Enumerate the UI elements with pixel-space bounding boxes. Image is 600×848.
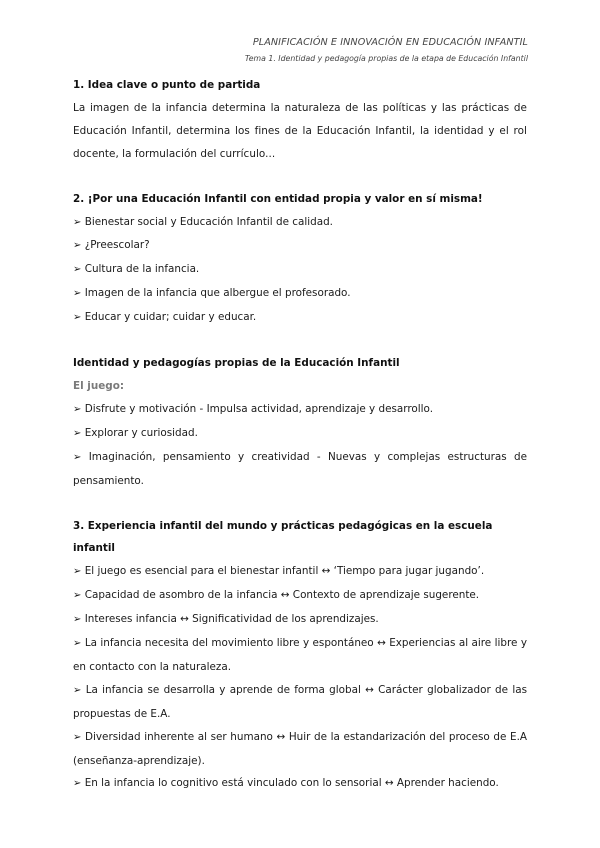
section-2-heading: 2. ¡Por una Educación Infantil con entidad propia y valor en sí misma! [73,192,483,205]
arrow-bullet-icon: ➢ [73,216,82,228]
arrow-bullet-icon: ➢ [73,403,82,415]
list-item: ➢ Bienestar social y Educación Infantil de calidad. [73,215,333,228]
arrow-bullet-icon: ➢ [73,566,82,578]
list-item: ➢ Imagen de la infancia que albergue el profesorado. [73,287,351,300]
arrow-bullet-icon: ➢ [73,427,82,439]
list-item: ➢ Educar y cuidar; cuidar y educar. [73,311,257,324]
list-item: ➢ Imaginación, pensamiento y creatividad - Nuevas y complejas estructuras de pensamiento. [73,450,527,487]
arrow-bullet-icon: ➢ [73,451,82,463]
arrow-bullet-icon: ➢ [73,731,82,743]
list-item: ➢ Disfrute y motivación - Impulsa actividad, aprendizaje y desarrollo. [73,402,434,415]
header-title: PLANIFICACIÓN E INNOVACIÓN EN EDUCACIÓN INFANTIL [252,37,528,48]
section-3-heading: 3. Experiencia infantil del mundo y prácticas pedagógicas en la escuela infantil [73,519,493,555]
list-item: ➢ Capacidad de asombro de la infancia ↔ Contexto de aprendizaje sugerente. [73,589,480,602]
arrow-bullet-icon: ➢ [73,312,82,324]
arrow-bullet-icon: ➢ [73,614,82,626]
list-item: ➢ La infancia necesita del movimiento libre y espontáneo ↔ Experiencias al aire libre y en contacto con la naturaleza. [73,637,527,673]
identity-heading: Identidad y pedagogías propias de la Educación Infantil [73,357,400,370]
list-item: ➢ ¿Preescolar? [73,239,150,252]
arrow-bullet-icon: ➢ [73,288,82,300]
arrow-bullet-icon: ➢ [73,264,82,276]
juego-subheading: El juego: [73,379,125,392]
document-body [73,74,527,796]
section-1-paragraph: La imagen de la infancia determina la naturaleza de las políticas y las prácticas de Educación Infantil, determina los fines de la Educación Infantil, la identidad y el rol docente, la formulación del currículo... [73,101,527,160]
arrow-bullet-icon: ➢ [73,638,82,650]
list-item: ➢ Diversidad inherente al ser humano ↔ Huir de la estandarización del proceso de E.A (enseñanza-aprendizaje). [73,730,527,767]
arrow-bullet-icon: ➢ [73,684,82,696]
header-subtitle: Tema 1. Identidad y pedagogía propias de la etapa de Educación Infantil [244,54,528,63]
arrow-bullet-icon: ➢ [73,778,82,790]
page-header [245,36,528,65]
section-1-heading: 1. Idea clave o punto de partida [73,79,261,91]
arrow-bullet-icon: ➢ [73,240,82,252]
list-item: ➢ Cultura de la infancia. [73,263,200,276]
arrow-bullet-icon: ➢ [73,590,82,602]
list-item: ➢ Explorar y curiosidad. [73,426,198,439]
list-item: ➢ La infancia se desarrolla y aprende de forma global ↔ Carácter globalizador de las propuestas de E.A. [73,683,527,720]
list-item: ➢ Intereses infancia ↔ Significatividad de los aprendizajes. [73,613,379,626]
list-item: ➢ En la infancia lo cognitivo está vinculado con lo sensorial ↔ Aprender haciendo. [73,777,499,790]
list-item: ➢ El juego es esencial para el bienestar infantil ↔ ‘Tiempo para jugar jugando’. [73,565,485,578]
